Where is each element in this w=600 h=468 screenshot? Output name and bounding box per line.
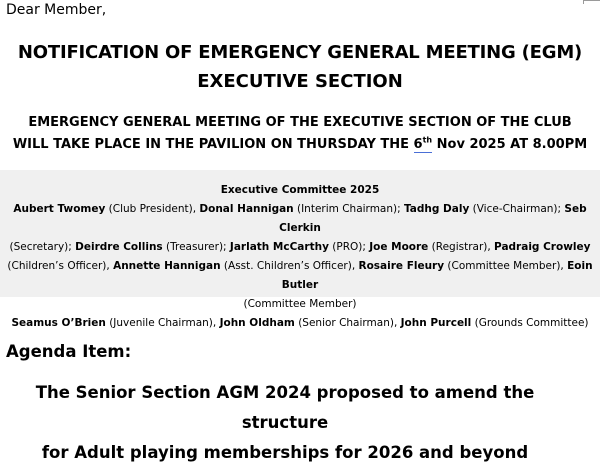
committee-line-4 — [0, 295, 600, 314]
committee-line-3 — [0, 257, 600, 295]
member-role: (Asst. Children’s Officer), — [220, 260, 359, 272]
member-role: (Children’s Officer), — [7, 260, 114, 272]
member-role: (Juvenile Chairman), — [105, 317, 220, 329]
section-title: EXECUTIVE SECTION — [197, 71, 403, 92]
member-name: John Purcell — [400, 317, 472, 329]
member-role: (Interim Chairman); — [293, 203, 404, 215]
member-role: (Club President), — [105, 203, 200, 215]
member-name: Donal Hannigan — [199, 203, 294, 215]
notice-line-2 — [0, 134, 600, 156]
member-name: Aubert Twomey — [13, 203, 106, 215]
agenda-heading: Agenda Item: — [6, 342, 132, 361]
member-name: John Oldham — [219, 317, 295, 329]
committee-line-5 — [0, 314, 600, 333]
member-role: (Registrar), — [428, 241, 495, 253]
member-name: Joe Moore — [369, 241, 429, 253]
member-role: (PRO); — [328, 241, 370, 253]
member-name: Jarlath McCarthy — [229, 241, 329, 253]
agenda-line-1: The Senior Section AGM 2024 proposed to amend the structure — [35, 383, 535, 432]
committee-heading: Executive Committee 2025 — [220, 184, 380, 196]
salutation: Dear Member, — [6, 2, 107, 18]
member-role: (Vice-Chairman); — [469, 203, 565, 215]
committee-line-1 — [0, 200, 600, 238]
notice-line-2-end: Nov 2025 AT 8.00PM — [432, 137, 588, 152]
agenda-item — [0, 378, 570, 468]
committee-list — [0, 170, 600, 333]
notice-line-2-start: WILL TAKE PLACE IN THE PAVILION ON THURSDAY THE — [12, 137, 414, 152]
agenda-line-2: for Adult playing memberships for 2026 and beyond — [41, 443, 529, 462]
member-name: Eoin Butler — [281, 260, 593, 291]
member-name: Annette Hannigan — [113, 260, 221, 272]
meeting-notice — [0, 112, 600, 156]
member-role: (Committee Member), — [444, 260, 568, 272]
meeting-day-suffix: th — [422, 135, 433, 145]
member-name: Tadhg Daly — [403, 203, 470, 215]
member-name: Deirdre Collins — [75, 241, 163, 253]
member-name: Seb Clerkin — [279, 203, 587, 234]
meeting-day-number: 6th — [413, 135, 433, 152]
committee-panel — [0, 170, 600, 329]
notice-line-1: EMERGENCY GENERAL MEETING OF THE EXECUTIVE SECTION OF THE CLUB — [28, 115, 572, 130]
page-corner-mark — [583, 0, 600, 4]
member-name: Seamus O’Brien — [11, 317, 106, 329]
notification-title: NOTIFICATION OF EMERGENCY GENERAL MEETING (EGM) — [17, 42, 583, 63]
member-role: (Committee Member) — [243, 298, 357, 310]
member-role: (Secretary); — [9, 241, 76, 253]
member-role: (Treasurer); — [162, 241, 230, 253]
member-role: (Senior Chairman), — [294, 317, 401, 329]
member-name: Padraig Crowley — [494, 241, 591, 253]
member-name: Rosaire Fleury — [358, 260, 445, 272]
committee-line-2 — [0, 238, 600, 257]
member-role: (Grounds Committee) — [471, 317, 589, 329]
